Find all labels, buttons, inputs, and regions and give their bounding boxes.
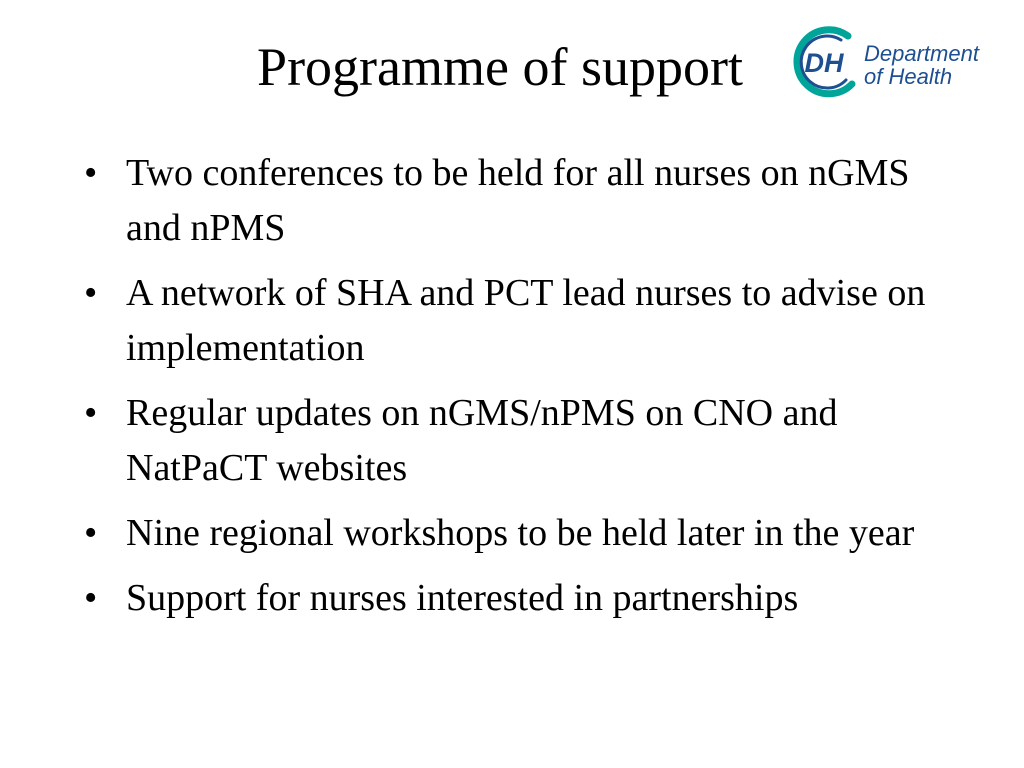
dh-logo-letters: DH — [804, 48, 844, 78]
logo-line-department: Department — [864, 41, 979, 66]
bullet-item — [84, 266, 944, 376]
bullet-item — [84, 571, 944, 626]
bullet-item — [84, 146, 944, 256]
bullet-list — [84, 146, 944, 636]
department-of-health-logo — [786, 26, 1006, 100]
bullet-icon: • — [84, 577, 98, 619]
bullet-text: Nine regional workshops to be held later in the year — [126, 512, 915, 554]
logo-wordmark — [864, 42, 979, 88]
bullet-icon: • — [84, 512, 98, 554]
bullet-text: A network of SHA and PCT lead nurses to advise on implementation — [126, 272, 926, 369]
bullet-text: Regular updates on nGMS/nPMS on CNO and NatPaCT websites — [126, 392, 838, 489]
bullet-item — [84, 506, 944, 561]
bullet-item — [84, 386, 944, 496]
slide-title: Programme of support — [257, 37, 743, 97]
bullet-icon: • — [84, 152, 98, 194]
bullet-icon: • — [84, 272, 98, 314]
bullet-icon: • — [84, 392, 98, 434]
bullet-text: Two conferences to be held for all nurses on nGMS and nPMS — [126, 152, 910, 249]
logo-line-of-health: of Health — [864, 64, 953, 89]
dh-logo-mark — [786, 26, 866, 100]
bullet-text: Support for nurses interested in partnerships — [126, 577, 799, 619]
